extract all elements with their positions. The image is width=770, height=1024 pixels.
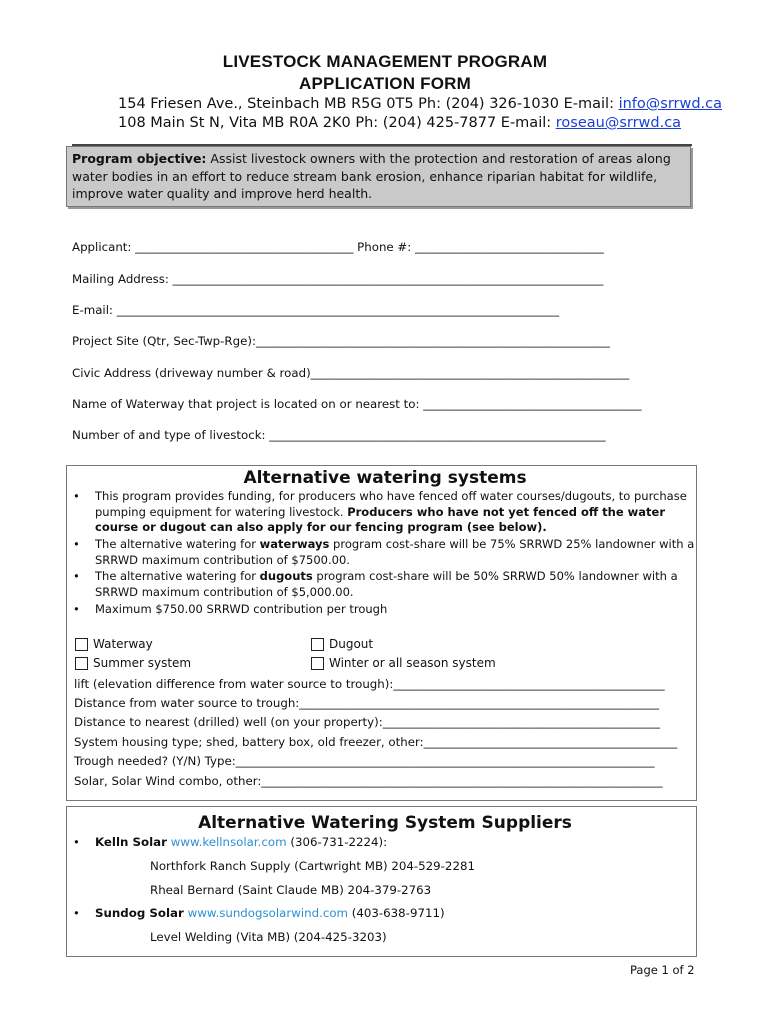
dugouts-post: program cost-share will be 50% SRRWD 50% landowner with a SRRWD maximum contribution of $5,000.00.	[95, 569, 678, 599]
address-steinbach-text: 154 Friesen Ave., Steinbach MB R5G 0T5 Ph: (204) 326-1030 E-mail:	[118, 96, 619, 112]
kelln-solar-phone: (306-731-2224):	[286, 835, 388, 849]
distance-well-field[interactable]: Distance to nearest (drilled) well (on your property):_______________________________________________	[74, 715, 660, 729]
program-objective-box	[66, 146, 691, 207]
waterways-post: program cost-share will be 75% SRRWD 25% landowner with a SRRWD maximum contribution of $7500.00.	[95, 537, 695, 567]
kelln-solar-link[interactable]: www.kellnsolar.com	[166, 835, 287, 849]
email-field[interactable]: E-mail: ___________________________________________________________________________	[72, 303, 560, 317]
address-steinbach	[118, 96, 722, 112]
waterways-bold: waterways	[259, 537, 330, 551]
summer-system-checkbox[interactable]	[75, 657, 88, 670]
email-link-roseau[interactable]: roseau@srrwd.ca	[555, 115, 682, 131]
bullet-marker: •	[73, 906, 80, 920]
civic-address-field[interactable]: Civic Address (driveway number & road)______________________________________________________	[72, 366, 630, 380]
sundog-solar-link[interactable]: www.sundogsolarwind.com	[183, 906, 349, 920]
fencing-note: Producers who have not yet fenced off the water course or dugout can also apply for our fencing program (see below).	[95, 504, 666, 534]
dealer-northfork-ranch: Northfork Ranch Supply (Cartwright MB) 204-529-2281	[150, 859, 475, 873]
winter-system-label: Winter or all season system	[329, 656, 496, 670]
watering-section-title: Alternative watering systems	[243, 468, 527, 488]
sundog-solar-phone: (403-638-9711)	[348, 906, 445, 920]
bullet-marker: •	[73, 835, 80, 849]
dealer-level-welding: Level Welding (Vita MB) (204-425-3203)	[150, 930, 387, 944]
watering-bullet-funding	[95, 489, 695, 536]
dealer-rheal-bernard: Rheal Bernard (Saint Claude MB) 204-379-2763	[150, 883, 432, 897]
form-title-line2: APPLICATION FORM	[299, 74, 471, 93]
bullet-marker: •	[73, 602, 80, 616]
lift-field[interactable]: lift (elevation difference from water source to trough):______________________________________________	[74, 677, 665, 691]
kelln-solar-name: Kelln Solar	[95, 835, 167, 849]
mailing-address-field[interactable]: Mailing Address: _________________________________________________________________________	[72, 272, 604, 286]
watering-bullet-waterways	[95, 537, 695, 568]
bullet-marker: •	[73, 537, 80, 551]
bullet-marker: •	[73, 489, 80, 503]
waterway-name-field[interactable]: Name of Waterway that project is located on or nearest to: _____________________________________	[72, 397, 642, 411]
objective-label: Program objective:	[72, 151, 207, 166]
objective-text: Assist livestock owners with the protection and restoration of areas along water bodies in an effort to reduce stream bank erosion, enhance riparian habitat for wildlife, improve water quality and improve herd health.	[72, 151, 671, 201]
winter-system-checkbox[interactable]	[311, 657, 324, 670]
summer-system-label: Summer system	[93, 656, 192, 670]
funding-text: This program provides funding, for producers who have fenced off water courses/dugouts, to purchase pumping equipment for watering livestock.	[95, 489, 687, 519]
bullet-marker: •	[73, 569, 80, 583]
watering-bullet-dugouts	[95, 569, 695, 600]
email-link-info[interactable]: info@srrwd.ca	[618, 96, 723, 112]
waterway-checkbox-label: Waterway	[93, 637, 153, 651]
dugouts-bold: dugouts	[259, 569, 313, 583]
waterways-pre: The alternative watering for	[95, 537, 260, 551]
form-title-line1: LIVESTOCK MANAGEMENT PROGRAM	[222, 52, 548, 71]
housing-type-field[interactable]: System housing type; shed, battery box, old freezer, other:___________________________________________	[74, 735, 678, 749]
trough-needed-field[interactable]: Trough needed? (Y/N) Type:_______________________________________________________________________	[74, 754, 655, 768]
page-number: Page 1 of 2	[630, 963, 695, 977]
waterway-checkbox[interactable]	[75, 638, 88, 651]
solar-type-field[interactable]: Solar, Solar Wind combo, other:____________________________________________________________________	[74, 774, 663, 788]
sundog-solar-name: Sundog Solar	[95, 906, 184, 920]
supplier-kelln-solar	[95, 835, 387, 849]
suppliers-section-title: Alternative Watering System Suppliers	[198, 813, 572, 833]
distance-trough-field[interactable]: Distance from water source to trough:_____________________________________________________________	[74, 696, 660, 710]
applicant-phone-field[interactable]: Applicant: _____________________________________ Phone #: ________________________________	[72, 240, 604, 254]
dugout-checkbox[interactable]	[311, 638, 324, 651]
dugouts-pre: The alternative watering for	[95, 569, 260, 583]
project-site-field[interactable]: Project Site (Qtr, Sec-Twp-Rge):____________________________________________________________	[72, 334, 610, 348]
address-vita	[118, 115, 681, 131]
livestock-field[interactable]: Number of and type of livestock: _________________________________________________________	[72, 428, 606, 442]
address-vita-text: 108 Main St N, Vita MB R0A 2K0 Ph: (204) 425-7877 E-mail:	[118, 115, 556, 131]
supplier-sundog-solar	[95, 906, 445, 920]
watering-bullet-trough: Maximum $750.00 SRRWD contribution per trough	[95, 602, 388, 616]
dugout-checkbox-label: Dugout	[329, 637, 374, 651]
